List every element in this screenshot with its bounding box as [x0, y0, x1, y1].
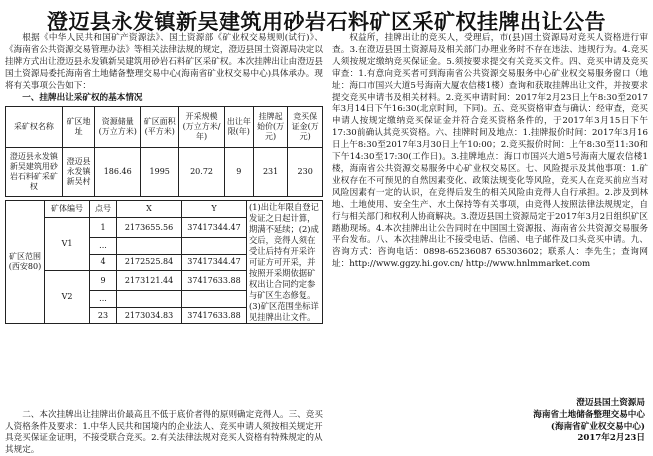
region-label: 矿区范围(西安80)	[6, 201, 45, 324]
table-header-cell: 矿区面积(平方米)	[141, 107, 179, 148]
table-header-cell: 点号	[90, 201, 117, 218]
table-cell: 4	[90, 254, 117, 271]
table-header-cell: 矿区地址	[62, 107, 94, 148]
remarks-note: (1)出让年限自登记发证之日起计算，期满不延续；(2)成交后，竞得人须在受让后持有开采许可证方可开采，并按照开采期依据矿权出让合同约定参与矿区生态修复。(3)矿区范围坐标详见挂牌出让文件。	[247, 201, 323, 324]
issuer-line: 澄迈县国土资源局	[576, 398, 645, 408]
issuer-line: 海南省土地储备整理交易中心	[533, 409, 645, 420]
issue-date: 2017年2月23日	[577, 433, 645, 444]
table-header-row	[6, 201, 323, 218]
table-cell: 2173034.83	[117, 307, 182, 324]
section-heading: 一、挂牌出让采矿权的基本情况	[22, 92, 143, 103]
bottom-text: 二、本次挂牌出让挂牌出价最高且不低于底价者得的原则确定竞得人。三、竞买人资格条件及要求：1.中华人民共和国境内的企业法人、竞买申请人须按相关规定开具竞买保证金证明，不接受联合竞买。2.有关法律法规对竞买人资格有特殊规定的从其规定。	[5, 410, 323, 455]
signature-block	[533, 398, 645, 445]
table-row	[6, 148, 323, 197]
table-cell: 9	[224, 148, 253, 197]
left-column	[5, 33, 323, 324]
table-cell: 37417344.47	[182, 218, 247, 238]
table-header-cell: 开采规模(万立方米/年)	[179, 107, 225, 148]
table-header-cell: 资源储量(万立方米)	[95, 107, 141, 148]
table-cell: 186.46	[95, 148, 141, 197]
page-title: 澄迈县永发镇新吴建筑用砂岩石料矿区采矿权挂牌出让公告	[47, 10, 606, 34]
table-cell: 230	[288, 148, 323, 197]
table-cell: 37417344.47	[182, 254, 247, 271]
table-cell	[117, 291, 182, 308]
table-cell: 37417633.88	[182, 271, 247, 291]
table-cell: ...	[90, 291, 117, 308]
table-cell: 37417633.88	[182, 307, 247, 324]
table-cell: 2173121.44	[117, 271, 182, 291]
table-cell: 20.72	[179, 148, 225, 197]
table-cell: 1	[90, 218, 117, 238]
table-cell: 2172525.84	[117, 254, 182, 271]
table-header-row	[6, 107, 323, 148]
table-cell	[117, 238, 182, 255]
table-header-cell: Y	[182, 201, 247, 218]
intro-paragraph: 根据《中华人民共和国矿产资源法》、国土资源部《矿业权交易规则(试行)》、《海南省公共资源交易管理办法》等相关法律法规的规定，澄迈县国土资源局决定以挂牌方式出让澄迈县永发镇新吴建筑用砂岩石料矿区采矿权。本次挂牌出让由澄迈县国土资源局委托海南省土地储备整理交易中心(海南省矿业权交易中心)具体承办。现将有关事项公告如下：	[5, 33, 323, 91]
ore-body-id: V1	[45, 218, 90, 271]
table-cell: ...	[90, 238, 117, 255]
table-cell: 231	[253, 148, 288, 197]
table-cell: 澄迈县永发镇新吴建筑用砂岩石料矿采矿权	[6, 148, 63, 197]
table-cell: 1995	[141, 148, 179, 197]
table-cell: 2173655.56	[117, 218, 182, 238]
mine-coordinates-table	[5, 200, 323, 324]
table-cell: 9	[90, 271, 117, 291]
issuer-line: (海南省矿业权交易中心)	[550, 421, 645, 432]
right-body-text: 权益所，挂牌出让的竞买人，受理后，市(县)国土资源局对竞买人资格进行审查。3.在澄迈县国土资源局及相关部门办理业务时不存在违法、违规行为。4.竞买人须按规定缴纳竞买保证金。5.须按要求提交有关竞买文件。四、竞买申请及竞买审查：1.有意向竞买者可到海南省公共资源交易服务中心矿业权交易服务窗口（地址：海口市国兴大道5号海南大厦农信楼1楼）查询和获取挂牌出让文件，并按要求提交竞买申请书及相关材料。2.竞买申请时间：2017年2月23日上午8:30至2017年3月14日下午16:30(北京时间，下同)。五、竞买资格审查与确认：经审查，竞买申请人按规定缴纳竞买保证金并符合竞买资格条件的，于2017年3月15日下午17:30前确认其竞买资格。六、挂牌时间及地点：1.挂牌报价时间：2017年3月16日上午8:30至2017年3月30日上午10:00；2.竞买报价时间：上午8:30至11:30和下午14:30至17:30(工作日)。3.挂牌地点：海口市国兴大道5号海南大厦农信楼1楼，海南省公共资源交易服务中心矿业权交易区。七、风险提示及其他事项：1.矿业权存在不可预见的自然因素变化、政策法规变化等风险，竞买人在竞买前应当对风险因素有一定的认识，在竞得后发生的相关风险由竞得人自行承担。2.涉及到林地、土地使用、安全生产、水土保持等有关事项，由竞得人按照法律法规规定，自行与相关部门和权利人协商解决。3.澄迈县国土资源局定于2017年3月2日组织矿区踏勘现场。4.本次挂牌出让公告同时在中国国土资源报、海南省公共资源交易服务平台发布。八、本次挂牌出让不接受电话、信函、电子邮件及口头竞买申请。九、咨询方式：咨询电话：0898-65236087 65303602；联系人：李先生；查询网址：http://www.ggzy.hi.gov.cn/ http://www.hnlmmarket.com	[332, 33, 649, 270]
table-header-cell: 挂牌起始价(万元)	[253, 107, 288, 148]
table-cell: 澄迈县永发镇新吴村	[62, 148, 94, 197]
table-header-cell: 出让年限(年)	[224, 107, 253, 148]
table-cell	[182, 291, 247, 308]
table-header-cell: 采矿权名称	[6, 107, 63, 148]
table-cell: 23	[90, 307, 117, 324]
table-header-cell: X	[117, 201, 182, 218]
basic-info-table	[5, 106, 323, 197]
table-header-cell: 矿体编号	[45, 201, 90, 218]
table-cell	[182, 238, 247, 255]
table-header-cell: 竞买保证金(万元)	[288, 107, 323, 148]
ore-body-id: V2	[45, 271, 90, 324]
right-column	[332, 33, 648, 271]
bottom-paragraph	[5, 410, 323, 456]
